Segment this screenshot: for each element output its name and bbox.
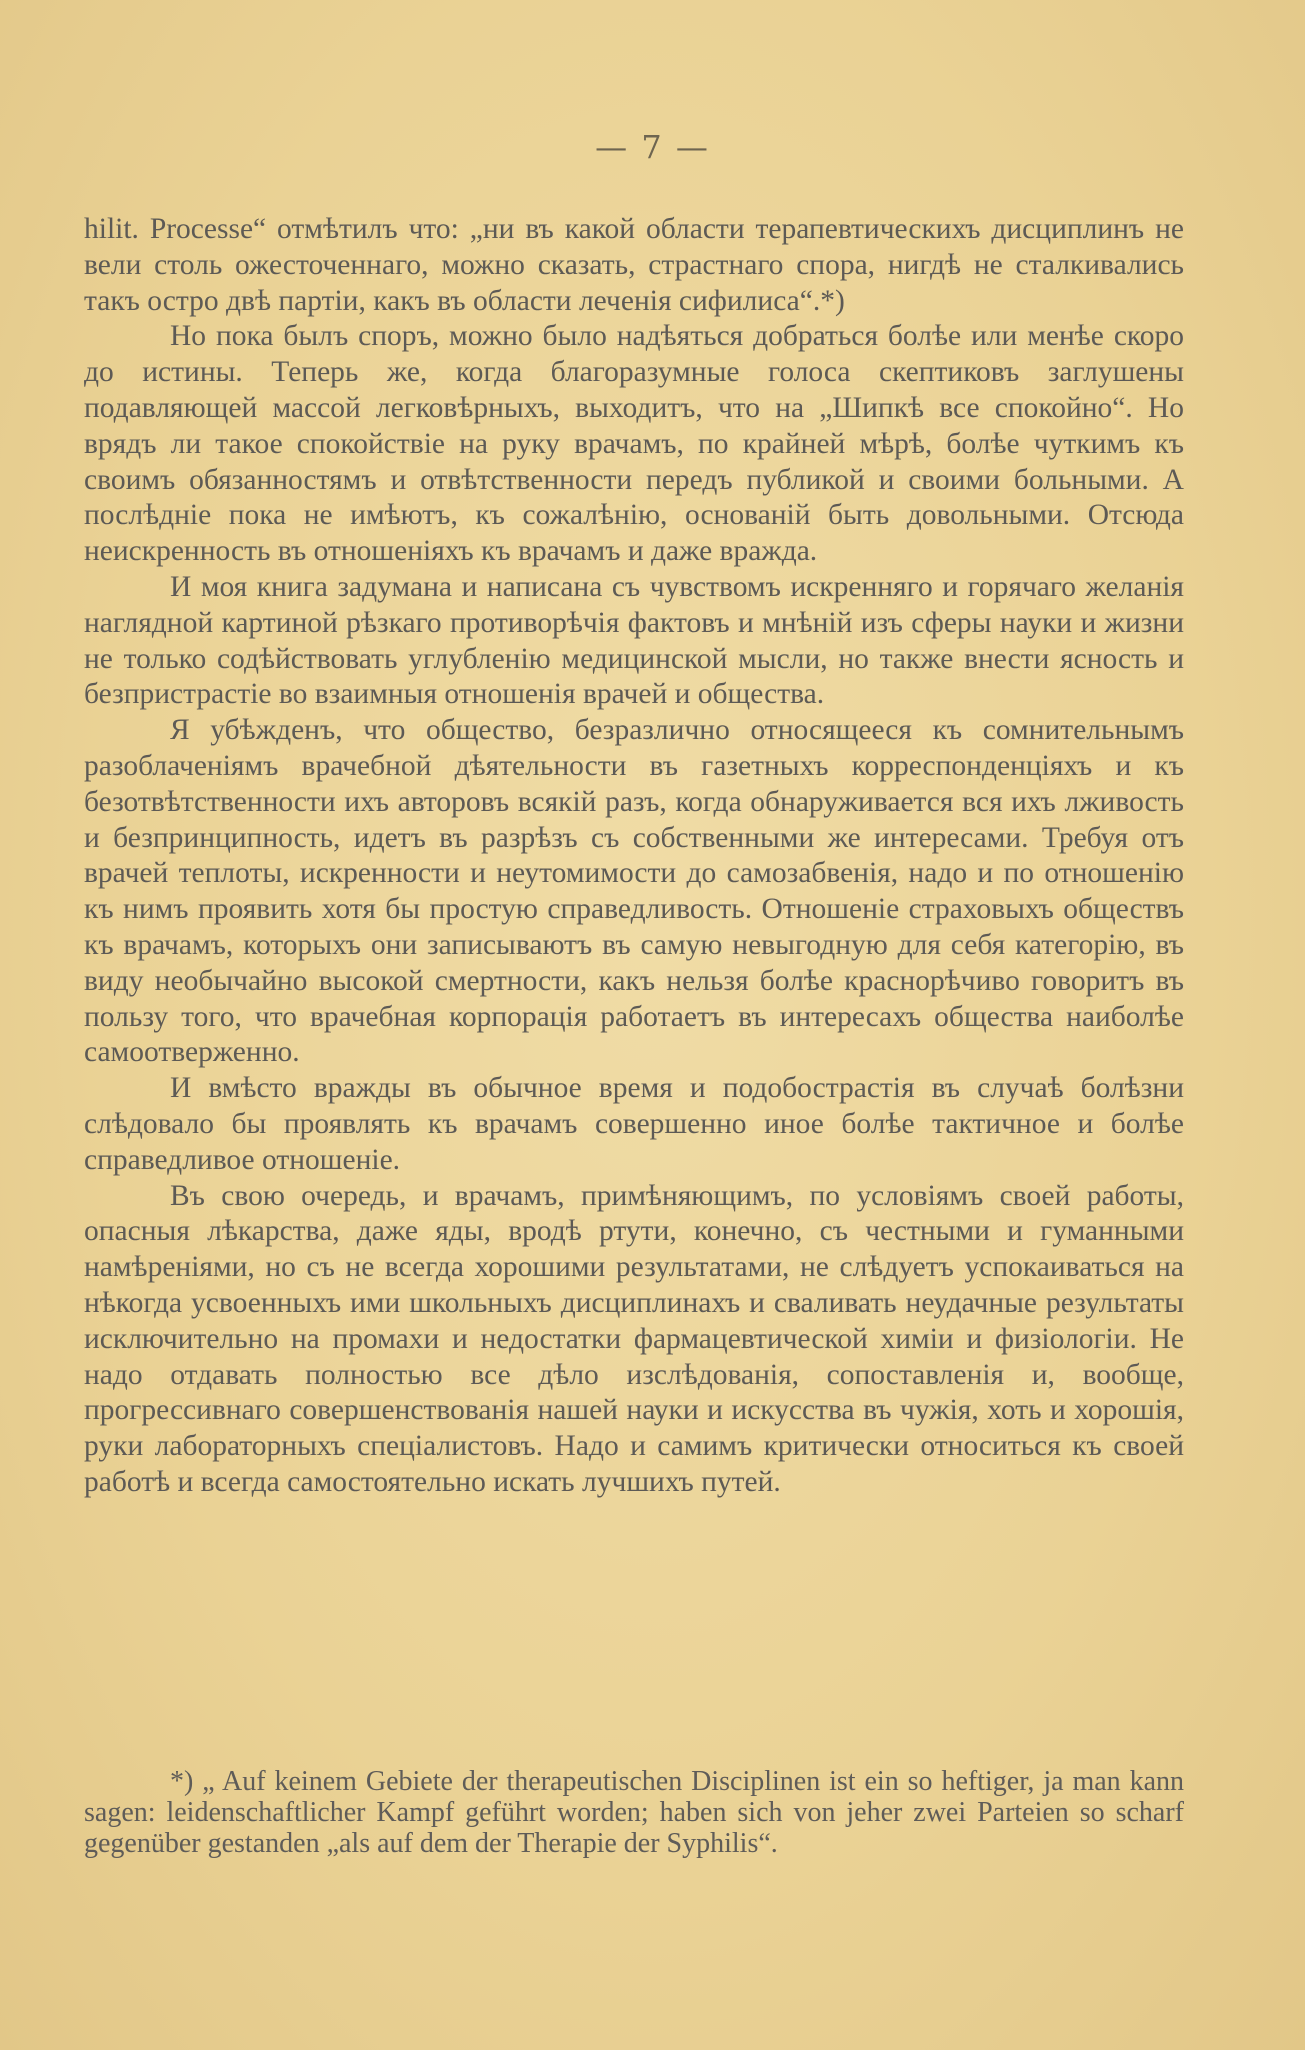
paragraph-1: hilit. Processe“ отмѣтилъ что: „ни въ какой области терапевтическихъ дисциплинъ не вели столь ожесточеннаго, можно сказать, страстнаго спора, нигдѣ не сталкивались такъ остро двѣ партіи, какъ въ области леченія сифилиса“.*) [84,213,1184,317]
paragraph-6: Въ свою очередь, и врачамъ, примѣняющимъ, по условіямъ своей работы, опасныя лѣкарства, даже яды, вродѣ ртути, конечно, съ честными и гуманными намѣреніями, но съ не всегда хорошими результатами, не слѣдуетъ успокаиваться на нѣкогда усвоенныхъ ими школьныхъ дисциплинахъ и сваливать неудачные результаты исключительно на промахи и недостатки фармацевтической химіи и физіологіи. Не надо отдавать полностью все дѣло изслѣдованія, сопоставленія и, вообще, прогрессивнаго совершенствованія нашей науки и искусства въ чужія, хоть и хорошія, руки лабораторныхъ спеціалистовъ. Надо и самимъ критически относиться къ своей работѣ и всегда самостоятельно искать лучшихъ путей. [84,1179,1184,1498]
footnote [84,1766,1184,1859]
paragraph-3: И моя книга задумана и написана съ чувствомъ искренняго и горячаго желанія наглядной картиной рѣзкаго противорѣчія фактовъ и мнѣній изъ сферы науки и жизни не только содѣйствовать углубленію медицинской мысли, но также внести ясность и безпристрастіе во взаимныя отношенія врачей и общества. [84,570,1184,711]
paragraph-4: Я убѣжденъ, что общество, безразлично относящееся къ сомнительнымъ разоблаченіямъ врачебной дѣятельности въ газетныхъ корреспонденціяхъ и къ безотвѣтственности ихъ авторовъ всякій разъ, когда обнаруживается вся ихъ лживость и безпринципность, идетъ въ разрѣзъ съ собственными же интересами. Требуя отъ врачей теплоты, искренности и неутомимости до самозабвенія, надо и по отношенію къ нимъ проявить хотя бы простую справедливость. Отношеніе страховыхъ обществъ къ врачамъ, которыхъ они записываютъ въ самую невыгодную для себя категорію, въ виду необычайно высокой смертности, какъ нельзя болѣе краснорѣчиво говоритъ въ пользу того, что врачебная корпорація работаетъ въ интересахъ общества наиболѣе самоотверженно. [84,714,1184,1069]
page-number: — 7 — [595,128,710,166]
paragraph-2: Но пока былъ споръ, можно было надѣяться добраться болѣе или менѣе скоро до истины. Теперь же, когда благоразумные голоса скептиковъ заглушены подавляющей массой легковѣрныхъ, выходитъ, что на „Шипкѣ все спокойно“. Но врядъ ли такое спокойствіе на руку врачамъ, по крайней мѣрѣ, болѣе чуткимъ къ своимъ обязанностямъ и отвѣтственности передъ публикой и своими больными. А послѣдніе пока не имѣютъ, къ сожалѣнію, основаній быть довольными. Отсюда неискренность въ отношеніяхъ къ врачамъ и даже вражда. [84,320,1184,568]
footnote-text: *) „ Auf keinem Gebiete der therapeutischen Disciplinen ist ein so heftiger, ja man kann sagen: leidenschaftlicher Kampf geführt worden; haben sich von jeher zwei Parteien so scharf gegenüber gestanden „als auf dem der Therapie der Syphilis“. [84,1766,1184,1859]
paragraph-5: И вмѣсто вражды въ обычное время и подобострастія въ случаѣ болѣзни слѣдовало бы проявлять къ врачамъ совершенно иное болѣе тактичное и болѣе справедливое отношеніе. [84,1072,1184,1176]
main-text [84,212,1184,1501]
